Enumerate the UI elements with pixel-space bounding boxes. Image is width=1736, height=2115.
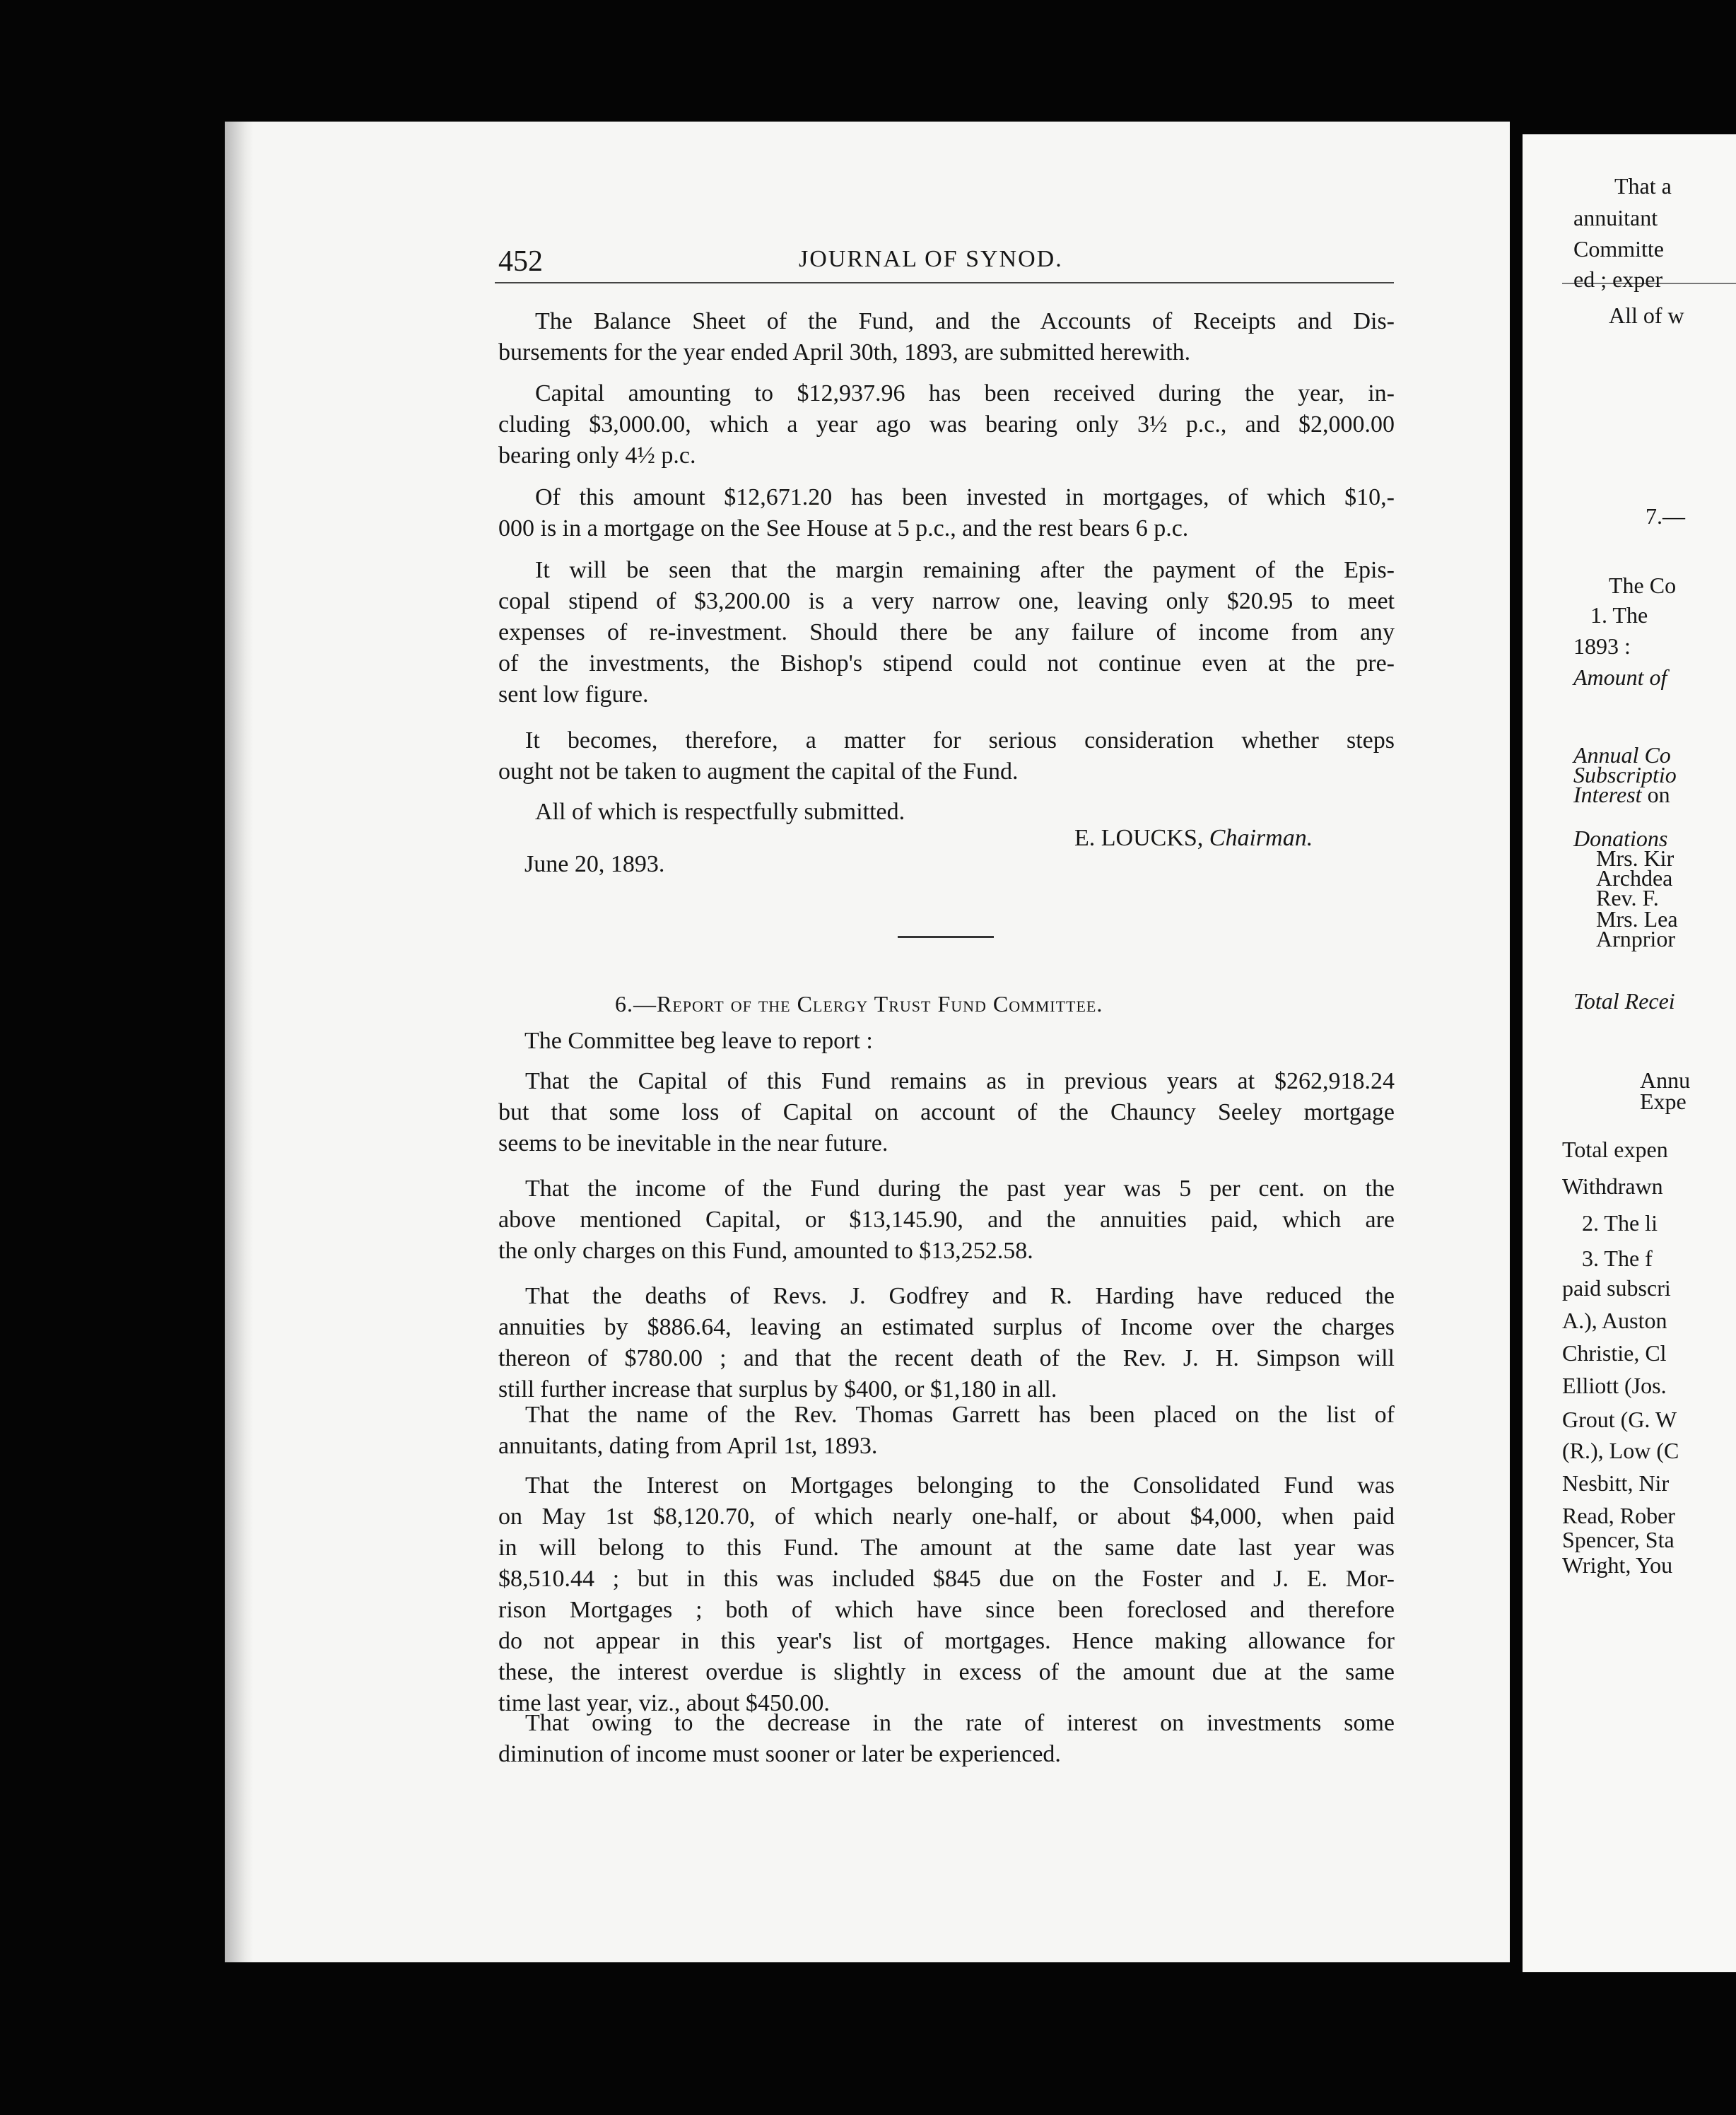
section-divider: [898, 936, 994, 938]
text-line: The Balance Sheet of the Fund, and the Accounts of Receipts and Dis-: [535, 308, 1395, 334]
right-page-line: Subscriptio: [1573, 762, 1677, 787]
report5-paragraph-4: [498, 555, 1395, 710]
right-page-line: 1. The: [1590, 602, 1648, 628]
report5-paragraph-2: [498, 378, 1395, 471]
report-date: June 20, 1893.: [524, 851, 665, 877]
text-line: annuitants, dating from April 1st, 1893.: [498, 1433, 878, 1459]
text-line: That the name of the Rev. Thomas Garrett has been placed on the list of: [525, 1402, 1395, 1428]
running-head: JOURNAL OF SYNOD.: [799, 246, 1063, 272]
text-line: It will be seen that the margin remaining after the payment of the Epis-: [535, 557, 1395, 583]
right-page-line: The Co: [1609, 573, 1677, 598]
report5-paragraph-3: [498, 482, 1395, 544]
text-line: Of this amount $12,671.20 has been invested in mortgages, of which $10,-: [535, 484, 1395, 510]
text-line: $8,510.44 ; but in this was included $845 due on the Foster and J. E. Mor-: [498, 1566, 1395, 1592]
report6-paragraph-1: [498, 1066, 1395, 1159]
report6-paragraph-2: [498, 1173, 1395, 1267]
right-page-line: That a: [1614, 173, 1672, 199]
report5-paragraph-1: [498, 306, 1395, 368]
text-line: in will belong to this Fund. The amount at the same date last year was: [498, 1535, 1395, 1561]
right-page-line: Total expen: [1562, 1137, 1668, 1162]
text-line: on May 1st $8,120.70, of which nearly one-half, or about $4,000, when paid: [498, 1504, 1395, 1530]
text-line: 000 is in a mortgage on the See House at 5 p.c., and the rest bears 6 p.c.: [498, 515, 1189, 541]
text-line: It becomes, therefore, a matter for serious consideration whether steps: [525, 727, 1395, 754]
text-line: That the Interest on Mortgages belonging to the Consolidated Fund was: [525, 1472, 1395, 1499]
text-line: That the income of the Fund during the past year was 5 per cent. on the: [525, 1176, 1395, 1202]
text-line: rison Mortgages ; both of which have since been foreclosed and therefore: [498, 1597, 1395, 1623]
signature-name: E. LOUCKS,: [1074, 825, 1204, 851]
right-page-line: Mrs. Kir: [1596, 845, 1675, 871]
intro-line: The Committee beg leave to report :: [524, 1028, 873, 1054]
right-page-line: All of w: [1609, 303, 1684, 328]
text-line: time last year, viz., about $450.00.: [498, 1690, 830, 1716]
right-page-line: Grout (G. W: [1562, 1407, 1677, 1432]
header-rule: [495, 282, 1394, 283]
right-page-line: Arnprior: [1596, 926, 1675, 951]
text-line: thereon of $780.00 ; and that the recent death of the Rev. J. H. Simpson will: [498, 1345, 1395, 1371]
page-number: 452: [498, 245, 543, 278]
right-page-line: Donations: [1573, 826, 1668, 851]
section-heading: 6.—Report of the Clergy Trust Fund Committee.: [615, 991, 1103, 1017]
book-gutter: [1510, 122, 1523, 1974]
right-page-line: Spencer, Sta: [1562, 1527, 1675, 1552]
right-page-line: Committe: [1573, 236, 1664, 262]
right-page-line: (R.), Low (C: [1562, 1438, 1679, 1463]
text-line: That the deaths of Revs. J. Godfrey and R. Harding have reduced the: [525, 1283, 1395, 1309]
text-line: expenses of re-investment. Should there be any failure of income from any: [498, 619, 1395, 645]
text-line: That owing to the decrease in the rate of interest on investments some: [525, 1710, 1395, 1736]
right-page-line: Elliott (Jos.: [1562, 1373, 1667, 1398]
text-line: That the Capital of this Fund remains as in previous years at $262,918.24: [525, 1068, 1395, 1094]
report6-paragraph-5: [498, 1470, 1395, 1719]
report6-paragraph-4: [498, 1400, 1395, 1462]
text-line: the only charges on this Fund, amounted to $13,252.58.: [498, 1238, 1033, 1264]
right-page-line: 1893 :: [1573, 633, 1631, 659]
right-page-line: Christie, Cl: [1562, 1340, 1667, 1366]
right-page-line: 3. The f: [1582, 1246, 1653, 1271]
right-page-line: ed ; exper: [1573, 266, 1663, 292]
text-line: bearing only 4½ p.c.: [498, 443, 696, 469]
report6-paragraph-6: [498, 1708, 1395, 1770]
text-line: cluding $3,000.00, which a year ago was bearing only 3½ p.c., and $2,000.00: [498, 411, 1395, 438]
text-line: bursements for the year ended April 30th, 1893, are submitted herewith.: [498, 339, 1191, 365]
text-line: still further increase that surplus by $400, or $1,180 in all.: [498, 1376, 1057, 1402]
right-page-line: Wright, You: [1562, 1552, 1673, 1578]
right-page-line: Withdrawn: [1562, 1173, 1663, 1199]
text-line: annuities by $886.64, leaving an estimated surplus of Income over the charges: [498, 1314, 1395, 1340]
right-page-line: Nesbitt, Nir: [1562, 1470, 1670, 1496]
text-line: ought not be taken to augment the capital of the Fund.: [498, 758, 1019, 785]
signature: [1074, 825, 1313, 852]
right-page-line: Archdea: [1596, 865, 1673, 891]
text-line: above mentioned Capital, or $13,145.90, and the annuities paid, which are: [498, 1207, 1395, 1233]
right-page: [1523, 134, 1736, 1972]
text-line: diminution of income must sooner or later be experienced.: [498, 1741, 1061, 1767]
right-page-line: A.), Auston: [1562, 1308, 1667, 1333]
text-line: but that some loss of Capital on account of the Chauncy Seeley mortgage: [498, 1099, 1395, 1125]
right-page-line: annuitant: [1573, 205, 1658, 230]
text-line: copal stipend of $3,200.00 is a very narrow one, leaving only $20.95 to meet: [498, 588, 1395, 614]
right-page-line: Annual Co: [1573, 742, 1671, 768]
right-page-line: Amount of: [1573, 664, 1667, 690]
text-line: sent low figure.: [498, 681, 649, 708]
page-edge-shadow: [225, 122, 253, 1962]
right-page-line: Mrs. Lea: [1596, 906, 1678, 932]
right-page-line: Rev. F.: [1596, 885, 1659, 910]
right-page-line: 2. The li: [1582, 1210, 1658, 1236]
closing-line: All of which is respectfully submitted.: [535, 799, 905, 825]
report6-paragraph-3: [498, 1281, 1395, 1405]
right-page-line: Total Recei: [1573, 988, 1675, 1014]
text-line: seems to be inevitable in the near future.: [498, 1130, 888, 1156]
text-line: do not appear in this year's list of mortgages. Hence making allowance for: [498, 1628, 1395, 1654]
signature-title: Chairman.: [1209, 825, 1313, 851]
right-page-line: paid subscri: [1562, 1275, 1671, 1301]
right-page-line: 7.—: [1646, 503, 1685, 529]
text-line: Capital amounting to $12,937.96 has been received during the year, in-: [535, 380, 1395, 406]
right-page-line: Read, Rober: [1562, 1503, 1675, 1528]
text-line: of the investments, the Bishop's stipend could not continue even at the pre-: [498, 650, 1395, 676]
right-page-line: Interest on: [1573, 782, 1670, 807]
report5-paragraph-5: [498, 725, 1395, 787]
text-line: these, the interest overdue is slightly in excess of the amount due at the same: [498, 1659, 1395, 1685]
right-page-line: Expe: [1640, 1089, 1687, 1114]
right-page-line: Annu: [1640, 1067, 1691, 1093]
